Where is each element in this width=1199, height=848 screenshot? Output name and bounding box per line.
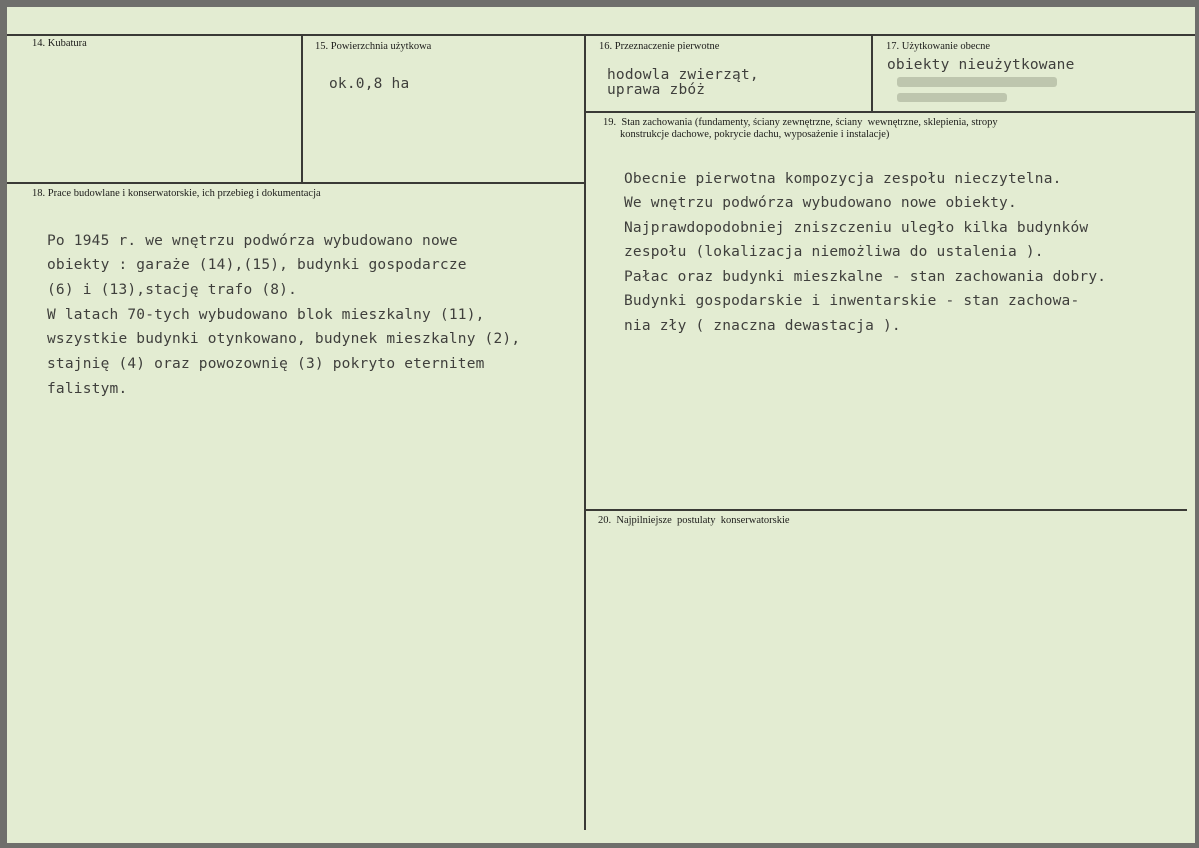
field-17-label: 17. Użytkowanie obecne (886, 41, 991, 52)
field-18-line-2: obiekty : garaże (14),(15), budynki gospodarcze (47, 257, 467, 273)
field-18-line-4: W latach 70-tych wybudowano blok mieszkalny (11), (47, 307, 485, 323)
field-18-line-5: wszystkie budynki otynkowano, budynek mieszkalny (2), (47, 331, 521, 347)
field-19-label-line-1: 19. Stan zachowania (fundamenty, ściany zewnętrzne, ściany wewnętrzne, sklepienia, stropy (603, 117, 998, 128)
field-19-line-3: Najprawdopodobniej zniszczeniu uległo kilka budynków (624, 220, 1089, 236)
field-16-label: 16. Przeznaczenie pierwotne (599, 41, 720, 52)
field-19-line-1: Obecnie pierwotna kompozycja zespołu nieczytelna. (624, 171, 1062, 187)
record-card (7, 7, 1195, 843)
rule-above-18 (7, 182, 586, 184)
erased-text-smudge-2 (897, 93, 1007, 102)
field-16-line-1: hodowla zwierząt, (607, 67, 759, 83)
field-19-line-2: We wnętrzu podwórza wybudowano nowe obiekty. (624, 195, 1017, 211)
field-14-label: 14. Kubatura (32, 38, 87, 49)
divider-main (584, 34, 586, 830)
field-18-line-1: Po 1945 r. we wnętrzu podwórza wybudowano nowe (47, 233, 458, 249)
field-19-line-5: Pałac oraz budynki mieszkalne - stan zachowania dobry. (624, 269, 1107, 285)
field-15-label: 15. Powierzchnia użytkowa (315, 41, 432, 52)
field-19-line-6: Budynki gospodarskie i inwentarskie - stan zachowa- (624, 293, 1080, 309)
field-15-value: ok.0,8 ha (329, 76, 410, 92)
field-20-label: 20. Najpilniejsze postulaty konserwatorskie (598, 515, 790, 526)
field-19-line-4: zespołu (lokalizacja niemożliwa do ustalenia ). (624, 244, 1044, 260)
rule-above-19 (584, 111, 1195, 113)
field-18-label: 18. Prace budowlane i konserwatorskie, ich przebieg i dokumentacja (32, 188, 321, 199)
field-19-line-7: nia zły ( znaczna dewastacja ). (624, 318, 901, 334)
field-18-line-7: falistym. (47, 381, 128, 397)
rule-above-20 (584, 509, 1187, 511)
field-18-line-6: stajnię (4) oraz powozownię (3) pokryto eternitem (47, 356, 485, 372)
field-18-line-3: (6) i (13),stację trafo (8). (47, 282, 298, 298)
top-rule (7, 34, 1195, 36)
erased-text-smudge-1 (897, 77, 1057, 87)
field-19-label-line-2: konstrukcje dachowe, pokrycie dachu, wyposażenie i instalacje) (620, 129, 890, 140)
field-17-value: obiekty nieużytkowane (887, 57, 1075, 73)
field-16-line-2: uprawa zbóż (607, 82, 706, 98)
divider-14-15 (301, 34, 303, 182)
divider-16-17 (871, 34, 873, 111)
